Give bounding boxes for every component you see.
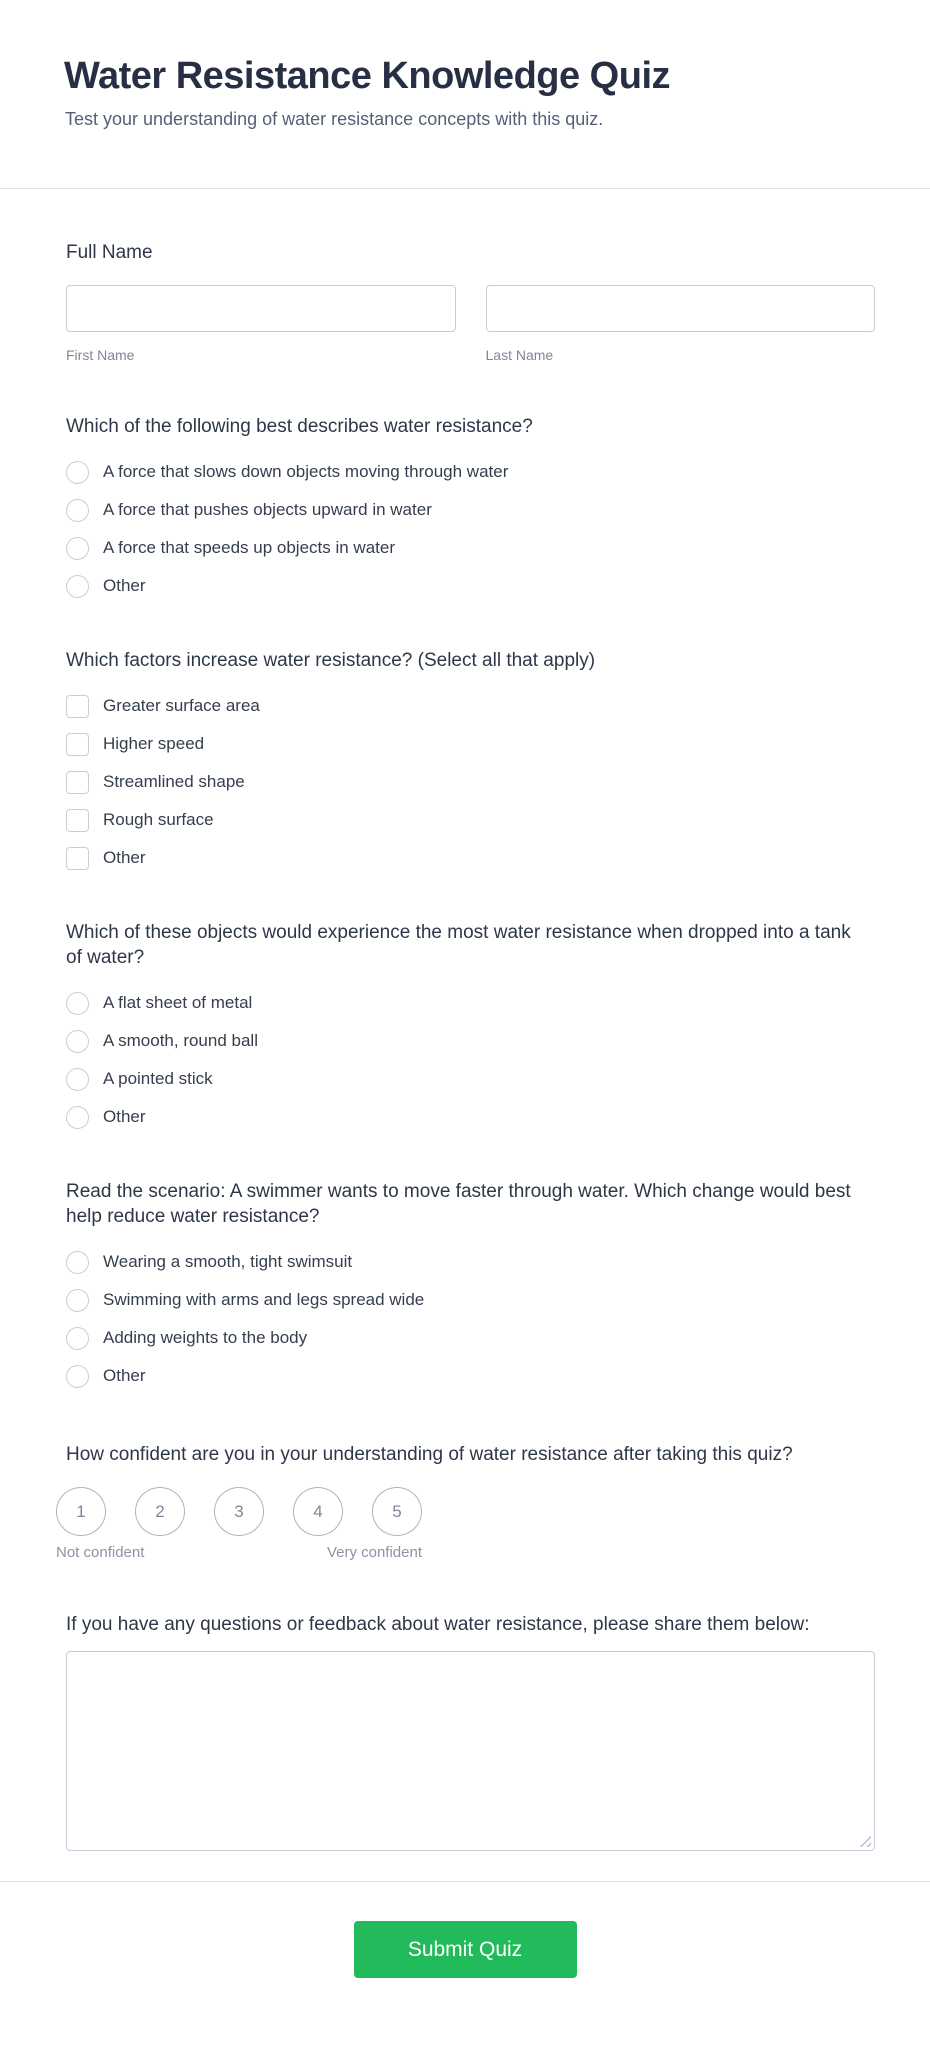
- checkbox-option[interactable]: [66, 694, 875, 718]
- scale-widget: [56, 1487, 422, 1562]
- radio-option[interactable]: [66, 1288, 875, 1312]
- form-body: [0, 240, 930, 1851]
- option-label: Other: [103, 576, 146, 595]
- scale-circles: [56, 1487, 422, 1536]
- scale-max-label: Very confident: [326, 1544, 422, 1561]
- option-label: A force that slows down objects moving through water: [103, 462, 509, 481]
- first-name-sublabel: First Name: [66, 347, 135, 363]
- option-label: A force that pushes objects upward in water: [103, 500, 432, 519]
- question-1: [66, 414, 875, 598]
- first-name-input[interactable]: [66, 285, 456, 332]
- radio-icon[interactable]: [66, 1289, 89, 1312]
- option-label: A pointed stick: [103, 1069, 213, 1088]
- option-label: Streamlined shape: [103, 772, 245, 791]
- option-label: A force that speeds up objects in water: [103, 538, 396, 557]
- option-label: Swimming with arms and legs spread wide: [103, 1290, 425, 1309]
- radio-option[interactable]: [66, 498, 875, 522]
- radio-icon[interactable]: [66, 992, 89, 1015]
- last-name-col: [486, 285, 876, 364]
- question-1-options: [66, 460, 875, 598]
- checkbox-icon[interactable]: [66, 809, 89, 832]
- question-2-options: [66, 694, 875, 870]
- radio-icon[interactable]: [66, 1365, 89, 1388]
- option-label: Other: [103, 1366, 146, 1385]
- question-1-label: Which of the following best describes water resistance?: [66, 416, 533, 437]
- full-name-field: [66, 240, 875, 364]
- radio-icon[interactable]: [66, 537, 89, 560]
- question-3-label: Which of these objects would experience the most water resistance when dropped into a tank of water?: [66, 922, 851, 968]
- scale-labels: [56, 1544, 422, 1562]
- resize-handle-icon[interactable]: [860, 1836, 871, 1847]
- radio-option[interactable]: [66, 1250, 875, 1274]
- radio-option[interactable]: [66, 574, 875, 598]
- scale-option-5[interactable]: 5: [372, 1487, 422, 1536]
- first-name-col: [66, 285, 456, 364]
- radio-icon[interactable]: [66, 1327, 89, 1350]
- radio-option[interactable]: [66, 460, 875, 484]
- checkbox-icon[interactable]: [66, 733, 89, 756]
- checkbox-option[interactable]: [66, 770, 875, 794]
- checkbox-icon[interactable]: [66, 847, 89, 870]
- checkbox-icon[interactable]: [66, 771, 89, 794]
- checkbox-icon[interactable]: [66, 695, 89, 718]
- question-4-label: Read the scenario: A swimmer wants to move faster through water. Which change would best help reduce water resistance?: [66, 1181, 851, 1227]
- checkbox-option[interactable]: [66, 808, 875, 832]
- radio-icon[interactable]: [66, 1251, 89, 1274]
- question-4: [66, 1179, 875, 1388]
- form-footer: [0, 1882, 930, 1978]
- checkbox-option[interactable]: [66, 732, 875, 756]
- option-label: Other: [103, 1107, 146, 1126]
- option-label: Wearing a smooth, tight swimsuit: [103, 1252, 353, 1271]
- textarea-wrap: [66, 1651, 875, 1851]
- radio-icon[interactable]: [66, 499, 89, 522]
- question-3: [66, 920, 875, 1129]
- question-6: [66, 1612, 875, 1851]
- radio-option[interactable]: [66, 1029, 875, 1053]
- radio-option[interactable]: [66, 1364, 875, 1388]
- option-label: A flat sheet of metal: [103, 993, 253, 1012]
- scale-option-3[interactable]: 3: [214, 1487, 264, 1536]
- question-2-label: Which factors increase water resistance? (Select all that apply): [66, 650, 596, 671]
- radio-option[interactable]: [66, 1067, 875, 1091]
- radio-option[interactable]: [66, 991, 875, 1015]
- scale-option-4[interactable]: 4: [293, 1487, 343, 1536]
- submit-button[interactable]: Submit Quiz: [354, 1921, 577, 1978]
- feedback-textarea[interactable]: [66, 1651, 875, 1851]
- checkbox-option[interactable]: [66, 846, 875, 870]
- scale-min-label: Not confident: [56, 1544, 145, 1561]
- last-name-sublabel: Last Name: [485, 347, 554, 363]
- full-name-label: Full Name: [66, 242, 153, 263]
- question-6-label: If you have any questions or feedback about water resistance, please share them below:: [66, 1614, 810, 1635]
- radio-icon[interactable]: [66, 575, 89, 598]
- form-subtitle: Test your understanding of water resistance concepts with this quiz.: [65, 109, 604, 129]
- radio-icon[interactable]: [66, 1030, 89, 1053]
- radio-icon[interactable]: [66, 1068, 89, 1091]
- scale-option-1[interactable]: 1: [56, 1487, 106, 1536]
- option-label: Higher speed: [103, 734, 205, 753]
- form-title: Water Resistance Knowledge Quiz: [64, 55, 671, 97]
- option-label: Rough surface: [103, 810, 214, 829]
- radio-option[interactable]: [66, 536, 875, 560]
- name-row: [66, 285, 875, 364]
- question-4-options: [66, 1250, 875, 1388]
- radio-option[interactable]: [66, 1105, 875, 1129]
- scale-option-2[interactable]: 2: [135, 1487, 185, 1536]
- question-5-label: How confident are you in your understanding of water resistance after taking this quiz?: [66, 1444, 793, 1465]
- radio-icon[interactable]: [66, 1106, 89, 1129]
- question-2: [66, 648, 875, 870]
- question-5: [56, 1442, 875, 1562]
- option-label: Other: [103, 848, 146, 867]
- form-header: [0, 0, 930, 189]
- option-label: Greater surface area: [103, 696, 260, 715]
- radio-option[interactable]: [66, 1326, 875, 1350]
- question-3-options: [66, 991, 875, 1129]
- option-label: Adding weights to the body: [103, 1328, 308, 1347]
- option-label: A smooth, round ball: [103, 1031, 258, 1050]
- last-name-input[interactable]: [486, 285, 876, 332]
- radio-icon[interactable]: [66, 461, 89, 484]
